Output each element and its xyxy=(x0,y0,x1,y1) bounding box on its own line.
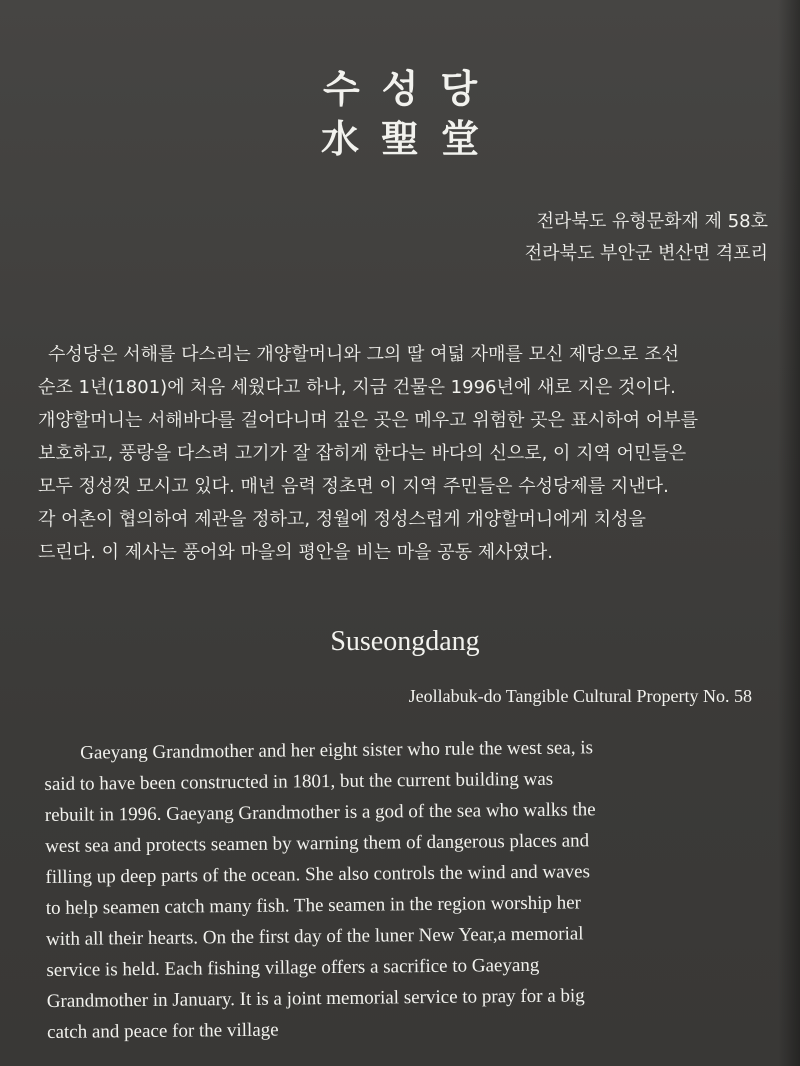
body-english-line: Gaeyang Grandmother and her eight sister who rule the west sea, is xyxy=(80,737,594,764)
body-english-line: service is held. Each fishing village offers a sacrifice to Gaeyang xyxy=(46,954,540,981)
body-english-line: rebuilt in 1996. Gaeyang Grandmother is a god of the sea who walks the xyxy=(44,799,596,826)
body-english-line: to help seamen catch many fish. The seamen in the region worship her xyxy=(45,892,582,919)
body-english-line: Grandmother in January. It is a joint memorial service to pray for a big xyxy=(46,985,585,1012)
body-english-line: with all their hearts. On the first day of the luner New Year,a memorial xyxy=(46,923,584,950)
body-korean-line: 순조 1년(1801)에 처음 세웠다고 하나, 지금 건물은 1996년에 새로 지은 것이다. xyxy=(38,377,676,398)
body-english xyxy=(44,730,767,1048)
body-korean-line: 보호하고, 풍랑을 다스려 고기가 잘 잡히게 한다는 바다의 신으로, 이 지역 어민들은 xyxy=(38,443,687,464)
location-korean: 전라북도 부안군 변산면 격포리 xyxy=(524,243,768,264)
body-english-line: catch and peace for the village xyxy=(46,1019,279,1043)
title-english: Suseongdang xyxy=(330,626,480,657)
body-korean-line: 개양할머니는 서해바다를 걸어다니며 깊은 곳은 메우고 위험한 곳은 표시하여 어부를 xyxy=(38,410,699,431)
body-korean-line: 각 어촌이 협의하여 제관을 정하고, 정월에 정성스럽게 개양할머니에게 치성을 xyxy=(38,509,646,530)
body-korean-line: 드린다. 이 제사는 풍어와 마을의 평안을 비는 마을 공동 제사였다. xyxy=(38,542,554,563)
body-english-line: said to have been constructed in 1801, but the current building was xyxy=(44,768,554,795)
body-english-line: west sea and protects seamen by warning them of dangerous places and xyxy=(45,830,590,857)
meta-korean xyxy=(525,206,768,270)
body-korean-line: 수성당은 서해를 다스리는 개양할머니와 그의 딸 여덟 자매를 모신 제당으로 조선 xyxy=(48,344,680,365)
designation-korean: 전라북도 유형문화재 제 58호 xyxy=(536,211,768,232)
body-korean-line: 모두 정성껏 모시고 있다. 매년 음력 정초면 이 지역 주민들은 수성당제를 지낸다. xyxy=(38,476,669,497)
title-hanja: 水聖堂 xyxy=(320,116,501,161)
body-korean xyxy=(38,338,768,569)
title-korean: 수성당 xyxy=(322,67,500,111)
body-english-line: filling up deep parts of the ocean. She also controls the wind and waves xyxy=(45,861,591,888)
designation-english: Jeollabuk-do Tangible Cultural Property No. 58 xyxy=(408,686,752,706)
